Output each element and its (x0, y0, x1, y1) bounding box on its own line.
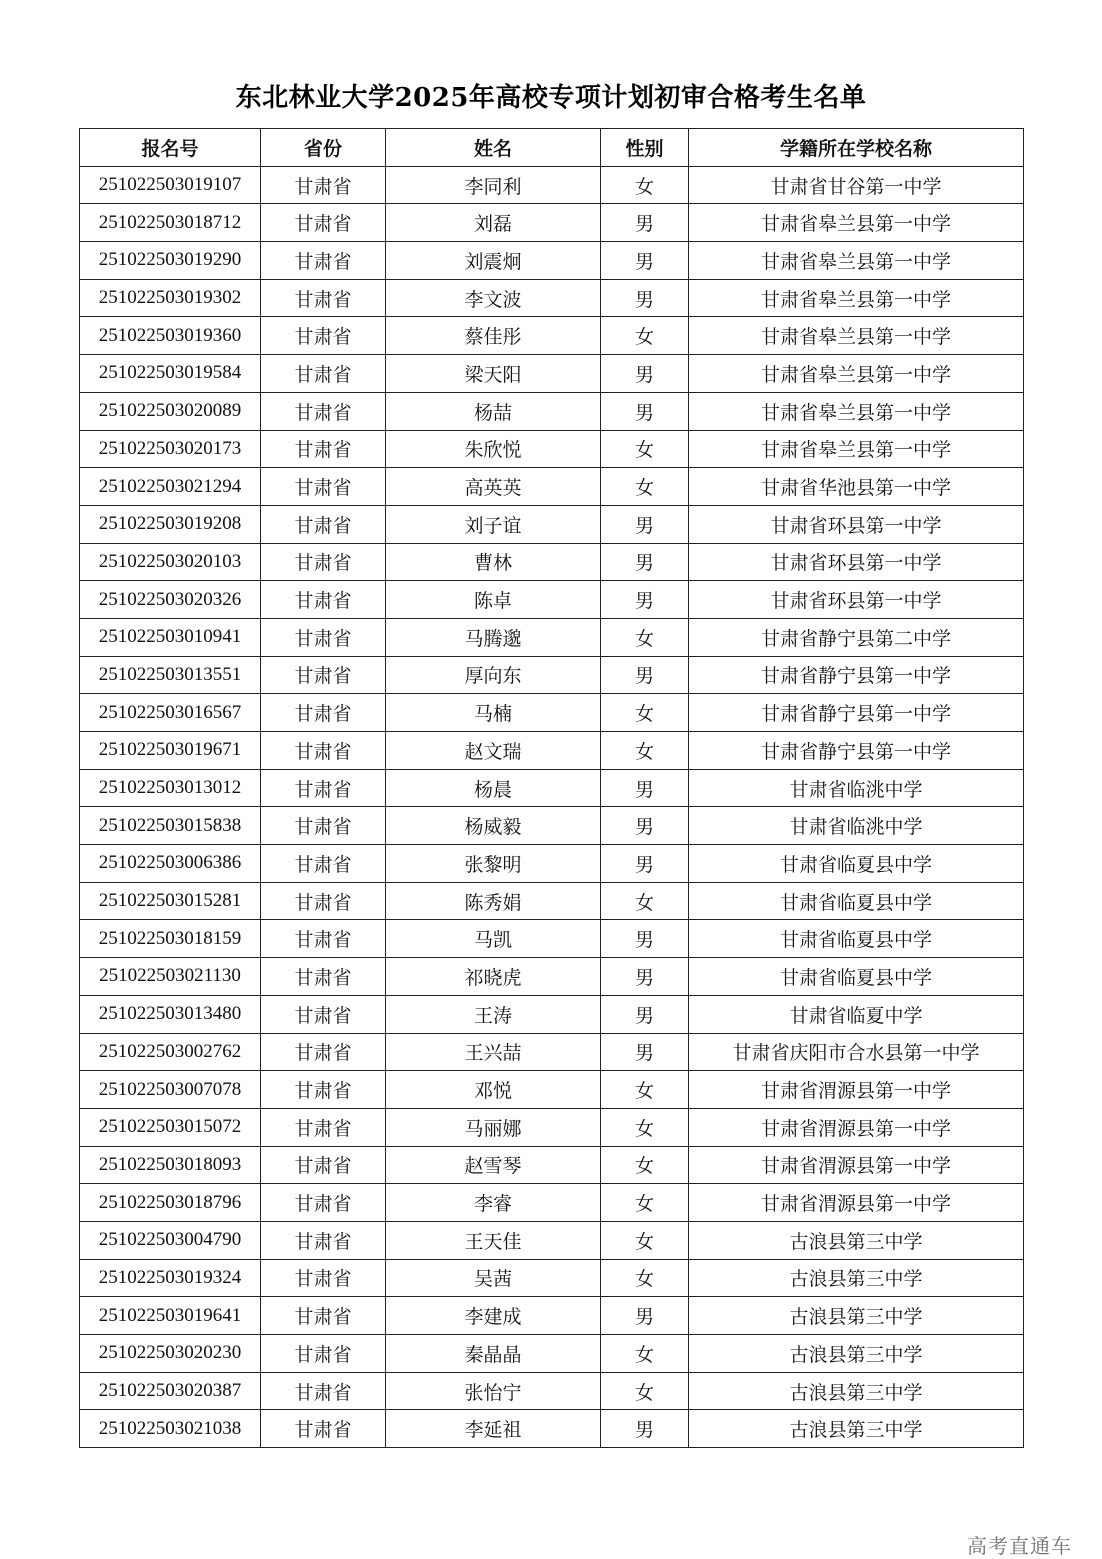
header-registration-number: 报名号 (80, 129, 261, 167)
gender-cell: 女 (601, 1221, 689, 1259)
registration-number-cell: 251022503010941 (80, 618, 261, 656)
registration-number-cell: 251022503019208 (80, 505, 261, 543)
name-cell: 赵雪琴 (386, 1146, 601, 1184)
province-cell: 甘肃省 (261, 505, 386, 543)
gender-cell: 男 (601, 279, 689, 317)
province-cell: 甘肃省 (261, 1108, 386, 1146)
school-cell: 甘肃省临夏县中学 (689, 920, 1024, 958)
name-cell: 李睿 (386, 1184, 601, 1222)
school-cell: 甘肃省静宁县第一中学 (689, 694, 1024, 732)
table-row (80, 543, 1024, 581)
registration-number-cell: 251022503021038 (80, 1410, 261, 1448)
gender-cell: 男 (601, 392, 689, 430)
name-cell: 李建成 (386, 1297, 601, 1335)
registration-number-cell: 251022503020089 (80, 392, 261, 430)
name-cell: 马凯 (386, 920, 601, 958)
table-row (80, 732, 1024, 770)
school-cell: 古浪县第三中学 (689, 1297, 1024, 1335)
registration-number-cell: 251022503019584 (80, 355, 261, 393)
registration-number-cell: 251022503013551 (80, 656, 261, 694)
table-row (80, 1221, 1024, 1259)
school-cell: 甘肃省环县第一中学 (689, 505, 1024, 543)
gender-cell: 女 (601, 618, 689, 656)
school-cell: 古浪县第三中学 (689, 1221, 1024, 1259)
table-row (80, 166, 1024, 204)
gender-cell: 男 (601, 995, 689, 1033)
table-row (80, 618, 1024, 656)
header-gender: 性别 (601, 129, 689, 167)
gender-cell: 女 (601, 1071, 689, 1109)
gender-cell: 男 (601, 204, 689, 242)
name-cell: 刘震炯 (386, 242, 601, 280)
header-name: 姓名 (386, 129, 601, 167)
registration-number-cell: 251022503020230 (80, 1335, 261, 1373)
registration-number-cell: 251022503013012 (80, 769, 261, 807)
province-cell: 甘肃省 (261, 920, 386, 958)
registration-number-cell: 251022503019324 (80, 1259, 261, 1297)
name-cell: 李延祖 (386, 1410, 601, 1448)
province-cell: 甘肃省 (261, 807, 386, 845)
province-cell: 甘肃省 (261, 1372, 386, 1410)
table-row (80, 1033, 1024, 1071)
school-cell: 甘肃省临夏县中学 (689, 882, 1024, 920)
gender-cell: 女 (601, 430, 689, 468)
school-cell: 甘肃省皋兰县第一中学 (689, 430, 1024, 468)
gender-cell: 男 (601, 656, 689, 694)
province-cell: 甘肃省 (261, 1297, 386, 1335)
gender-cell: 女 (601, 1372, 689, 1410)
school-cell: 甘肃省皋兰县第一中学 (689, 279, 1024, 317)
school-cell: 甘肃省皋兰县第一中学 (689, 204, 1024, 242)
school-cell: 甘肃省临夏县中学 (689, 845, 1024, 883)
table-row (80, 581, 1024, 619)
table-row (80, 1335, 1024, 1373)
province-cell: 甘肃省 (261, 732, 386, 770)
gender-cell: 男 (601, 242, 689, 280)
table-row (80, 1071, 1024, 1109)
table-header-row (80, 129, 1024, 167)
province-cell: 甘肃省 (261, 543, 386, 581)
gender-cell: 女 (601, 166, 689, 204)
name-cell: 马丽娜 (386, 1108, 601, 1146)
name-cell: 王涛 (386, 995, 601, 1033)
province-cell: 甘肃省 (261, 1410, 386, 1448)
name-cell: 蔡佳彤 (386, 317, 601, 355)
school-cell: 甘肃省渭源县第一中学 (689, 1108, 1024, 1146)
table-row (80, 656, 1024, 694)
province-cell: 甘肃省 (261, 430, 386, 468)
name-cell: 马楠 (386, 694, 601, 732)
school-cell: 甘肃省皋兰县第一中学 (689, 317, 1024, 355)
gender-cell: 男 (601, 769, 689, 807)
table-row (80, 204, 1024, 242)
school-cell: 甘肃省渭源县第一中学 (689, 1146, 1024, 1184)
school-cell: 甘肃省静宁县第二中学 (689, 618, 1024, 656)
school-cell: 甘肃省渭源县第一中学 (689, 1184, 1024, 1222)
registration-number-cell: 251022503006386 (80, 845, 261, 883)
province-cell: 甘肃省 (261, 845, 386, 883)
gender-cell: 男 (601, 920, 689, 958)
gender-cell: 男 (601, 543, 689, 581)
table-row (80, 807, 1024, 845)
name-cell: 秦晶晶 (386, 1335, 601, 1373)
name-cell: 邓悦 (386, 1071, 601, 1109)
name-cell: 李同利 (386, 166, 601, 204)
name-cell: 王天佳 (386, 1221, 601, 1259)
name-cell: 梁天阳 (386, 355, 601, 393)
province-cell: 甘肃省 (261, 995, 386, 1033)
province-cell: 甘肃省 (261, 279, 386, 317)
registration-number-cell: 251022503015281 (80, 882, 261, 920)
name-cell: 杨喆 (386, 392, 601, 430)
province-cell: 甘肃省 (261, 882, 386, 920)
table-row (80, 317, 1024, 355)
table-row (80, 845, 1024, 883)
registration-number-cell: 251022503018159 (80, 920, 261, 958)
candidate-table (79, 128, 1024, 1448)
name-cell: 高英英 (386, 468, 601, 506)
table-row (80, 392, 1024, 430)
gender-cell: 女 (601, 694, 689, 732)
name-cell: 陈卓 (386, 581, 601, 619)
name-cell: 赵文瑞 (386, 732, 601, 770)
school-cell: 甘肃省静宁县第一中学 (689, 656, 1024, 694)
province-cell: 甘肃省 (261, 355, 386, 393)
table-row (80, 1410, 1024, 1448)
name-cell: 祁晓虎 (386, 958, 601, 996)
school-cell: 甘肃省皋兰县第一中学 (689, 355, 1024, 393)
gender-cell: 女 (601, 468, 689, 506)
school-cell: 甘肃省甘谷第一中学 (689, 166, 1024, 204)
registration-number-cell: 251022503019302 (80, 279, 261, 317)
registration-number-cell: 251022503019107 (80, 166, 261, 204)
school-cell: 甘肃省环县第一中学 (689, 543, 1024, 581)
table-row (80, 995, 1024, 1033)
province-cell: 甘肃省 (261, 392, 386, 430)
registration-number-cell: 251022503020173 (80, 430, 261, 468)
school-cell: 甘肃省临洮中学 (689, 769, 1024, 807)
school-cell: 甘肃省华池县第一中学 (689, 468, 1024, 506)
header-school: 学籍所在学校名称 (689, 129, 1024, 167)
table-row (80, 1108, 1024, 1146)
gender-cell: 男 (601, 958, 689, 996)
school-cell: 甘肃省皋兰县第一中学 (689, 392, 1024, 430)
table-row (80, 279, 1024, 317)
header-province: 省份 (261, 129, 386, 167)
gender-cell: 男 (601, 845, 689, 883)
registration-number-cell: 251022503007078 (80, 1071, 261, 1109)
table-row (80, 505, 1024, 543)
registration-number-cell: 251022503018712 (80, 204, 261, 242)
school-cell: 甘肃省庆阳市合水县第一中学 (689, 1033, 1024, 1071)
province-cell: 甘肃省 (261, 656, 386, 694)
school-cell: 甘肃省临夏中学 (689, 995, 1024, 1033)
registration-number-cell: 251022503020326 (80, 581, 261, 619)
province-cell: 甘肃省 (261, 694, 386, 732)
school-cell: 甘肃省临洮中学 (689, 807, 1024, 845)
registration-number-cell: 251022503018093 (80, 1146, 261, 1184)
registration-number-cell: 251022503015072 (80, 1108, 261, 1146)
name-cell: 陈秀娟 (386, 882, 601, 920)
province-cell: 甘肃省 (261, 166, 386, 204)
table-row (80, 1372, 1024, 1410)
gender-cell: 女 (601, 882, 689, 920)
registration-number-cell: 251022503016567 (80, 694, 261, 732)
gender-cell: 女 (601, 1108, 689, 1146)
name-cell: 朱欣悦 (386, 430, 601, 468)
gender-cell: 女 (601, 1146, 689, 1184)
registration-number-cell: 251022503002762 (80, 1033, 261, 1071)
province-cell: 甘肃省 (261, 468, 386, 506)
school-cell: 甘肃省静宁县第一中学 (689, 732, 1024, 770)
name-cell: 杨威毅 (386, 807, 601, 845)
table-row (80, 1259, 1024, 1297)
table-row (80, 468, 1024, 506)
table-row (80, 242, 1024, 280)
page-title: 东北林业大学2025年高校专项计划初审合格考生名单 (235, 83, 867, 113)
table-row (80, 769, 1024, 807)
province-cell: 甘肃省 (261, 1184, 386, 1222)
province-cell: 甘肃省 (261, 317, 386, 355)
province-cell: 甘肃省 (261, 1033, 386, 1071)
province-cell: 甘肃省 (261, 1221, 386, 1259)
name-cell: 曹林 (386, 543, 601, 581)
table-row (80, 355, 1024, 393)
registration-number-cell: 251022503018796 (80, 1184, 261, 1222)
province-cell: 甘肃省 (261, 769, 386, 807)
province-cell: 甘肃省 (261, 204, 386, 242)
table-body (80, 166, 1024, 1447)
gender-cell: 女 (601, 317, 689, 355)
registration-number-cell: 251022503020387 (80, 1372, 261, 1410)
name-cell: 刘磊 (386, 204, 601, 242)
province-cell: 甘肃省 (261, 242, 386, 280)
gender-cell: 女 (601, 732, 689, 770)
registration-number-cell: 251022503019360 (80, 317, 261, 355)
gender-cell: 男 (601, 581, 689, 619)
school-cell: 甘肃省环县第一中学 (689, 581, 1024, 619)
name-cell: 王兴喆 (386, 1033, 601, 1071)
registration-number-cell: 251022503015838 (80, 807, 261, 845)
name-cell: 马腾邈 (386, 618, 601, 656)
school-cell: 甘肃省临夏县中学 (689, 958, 1024, 996)
school-cell: 甘肃省皋兰县第一中学 (689, 242, 1024, 280)
table-row (80, 920, 1024, 958)
gender-cell: 男 (601, 355, 689, 393)
province-cell: 甘肃省 (261, 1071, 386, 1109)
school-cell: 甘肃省渭源县第一中学 (689, 1071, 1024, 1109)
gender-cell: 男 (601, 1410, 689, 1448)
registration-number-cell: 251022503019671 (80, 732, 261, 770)
gender-cell: 男 (601, 807, 689, 845)
name-cell: 张黎明 (386, 845, 601, 883)
name-cell: 杨晨 (386, 769, 601, 807)
school-cell: 古浪县第三中学 (689, 1259, 1024, 1297)
gender-cell: 女 (601, 1335, 689, 1373)
registration-number-cell: 251022503020103 (80, 543, 261, 581)
registration-number-cell: 251022503021294 (80, 468, 261, 506)
name-cell: 张怡宁 (386, 1372, 601, 1410)
table-row (80, 882, 1024, 920)
table-row (80, 694, 1024, 732)
gender-cell: 女 (601, 1259, 689, 1297)
province-cell: 甘肃省 (261, 958, 386, 996)
registration-number-cell: 251022503019290 (80, 242, 261, 280)
table-row (80, 958, 1024, 996)
gender-cell: 女 (601, 1184, 689, 1222)
school-cell: 古浪县第三中学 (689, 1410, 1024, 1448)
registration-number-cell: 251022503019641 (80, 1297, 261, 1335)
table-row (80, 1184, 1024, 1222)
registration-number-cell: 251022503013480 (80, 995, 261, 1033)
name-cell: 吴茜 (386, 1259, 601, 1297)
watermark-text: 高考直通车 (967, 1534, 1072, 1558)
registration-number-cell: 251022503004790 (80, 1221, 261, 1259)
name-cell: 李文波 (386, 279, 601, 317)
province-cell: 甘肃省 (261, 618, 386, 656)
gender-cell: 男 (601, 505, 689, 543)
province-cell: 甘肃省 (261, 1259, 386, 1297)
table-row (80, 430, 1024, 468)
school-cell: 古浪县第三中学 (689, 1335, 1024, 1373)
registration-number-cell: 251022503021130 (80, 958, 261, 996)
gender-cell: 男 (601, 1297, 689, 1335)
name-cell: 厚向东 (386, 656, 601, 694)
province-cell: 甘肃省 (261, 581, 386, 619)
name-cell: 刘子谊 (386, 505, 601, 543)
school-cell: 古浪县第三中学 (689, 1372, 1024, 1410)
gender-cell: 男 (601, 1033, 689, 1071)
table-row (80, 1297, 1024, 1335)
table-row (80, 1146, 1024, 1184)
province-cell: 甘肃省 (261, 1335, 386, 1373)
province-cell: 甘肃省 (261, 1146, 386, 1184)
